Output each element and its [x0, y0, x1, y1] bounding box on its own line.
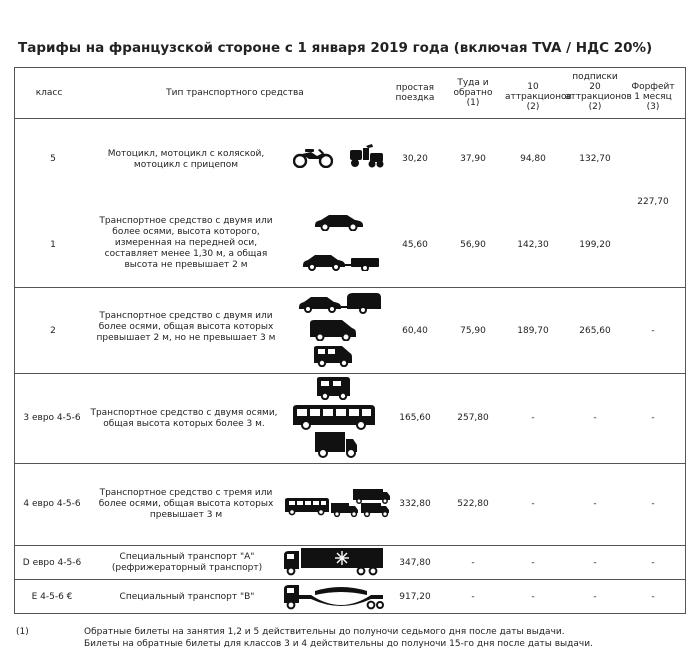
header-vehicle-type: Тип транспортного средства	[166, 88, 304, 98]
return-trip-price: 257,80	[457, 413, 489, 423]
return-trip-price: 75,90	[460, 326, 486, 336]
camper-icon	[315, 376, 353, 400]
single-trip-price: 45,60	[402, 240, 428, 250]
row-description: Транспортное средство с тремя или более осями, общая высота которых превышает 3 м	[98, 488, 274, 520]
twenty-trips-price: -	[593, 592, 597, 602]
row-description: Транспортное средство с двумя осями, общая высота которых более 3 м.	[90, 408, 278, 429]
forfeit-price: -	[651, 499, 655, 509]
footnote-line: Обратные билеты на занятия 1,2 и 5 действительны до полуночи седьмого дня после даты выдачи.	[84, 627, 565, 637]
single-trip-price: 332,80	[399, 499, 431, 509]
header-class: класс	[35, 88, 63, 98]
trike-sidecar-icon	[348, 144, 384, 168]
single-trip-price: 165,60	[399, 413, 431, 423]
row-class-cell: 1	[50, 240, 56, 250]
forfeit-price: -	[651, 413, 655, 423]
header-return-trip: Туда и обратно (1)	[453, 78, 493, 108]
return-trip-price: 522,80	[457, 499, 489, 509]
refrigerated-truck-icon	[281, 547, 385, 577]
ten-trips-price: 142,30	[517, 240, 549, 250]
row-class-cell: 4 евро 4-5-6	[23, 499, 81, 509]
twenty-trips-price: 199,20	[579, 240, 611, 250]
row-description: Мотоцикл, мотоцикл с коляской, мотоцикл с прицепом	[107, 149, 265, 170]
page-title: Тарифы на французской стороне с 1 января 2019 года (включая TVA / НДС 20%)	[18, 40, 653, 56]
forfeit-price: -	[651, 592, 655, 602]
ten-trips-price: 189,70	[517, 326, 549, 336]
row-description: Специальный транспорт "B"	[119, 592, 255, 602]
car-with-trailer-icon	[301, 253, 381, 271]
single-trip-price: 30,20	[402, 154, 428, 164]
header-subscriptions: подписки	[572, 72, 618, 82]
header-20-trips: 20 аттракционов (2)	[565, 82, 632, 112]
bus-and-trucks-icon	[283, 488, 391, 522]
row-divider	[15, 373, 685, 374]
row-description: Транспортное средство с двумя или более осями, общая высота которых превышает 2 м, но не превышает 3 м	[96, 311, 276, 343]
return-trip-price: -	[471, 592, 475, 602]
return-trip-price: 37,90	[460, 154, 486, 164]
forfeit-price: -	[651, 326, 655, 336]
single-trip-price: 917,20	[399, 592, 431, 602]
twenty-trips-price: -	[593, 558, 597, 568]
row-description: Транспортное средство с двумя или более осями, высота которого, измеренная на передней оси, составляет менее 1,30 м, а общая высота не превышает 2 м	[99, 216, 273, 270]
row-class-cell: 5	[50, 154, 56, 164]
twenty-trips-price: 265,60	[579, 326, 611, 336]
row-class-cell: E 4-5-6 €	[31, 592, 73, 602]
header-single-trip: простая поездка	[395, 83, 435, 103]
ten-trips-price: -	[531, 413, 535, 423]
header-forfeit: Форфейт 1 месяц (3)	[631, 82, 675, 112]
bus-icon	[291, 404, 377, 430]
single-trip-price: 347,80	[399, 558, 431, 568]
special-transport-truck-icon	[281, 581, 385, 613]
single-trip-price: 60,40	[402, 326, 428, 336]
ten-trips-price: -	[531, 499, 535, 509]
footnote-line: Билеты на обратные билеты для классов 3 и 4 действительны до полуночи 15-го дня после даты выдачи.	[84, 639, 593, 649]
header-divider	[15, 118, 685, 119]
car-icon	[313, 213, 365, 231]
truck-icon	[313, 431, 359, 459]
ten-trips-price: 94,80	[520, 154, 546, 164]
row-class-cell: 2	[50, 326, 56, 336]
row-class-cell: 3 евро 4-5-6	[23, 413, 81, 423]
minibus-icon	[312, 345, 354, 367]
header-10-trips: 10 аттракционов (2)	[505, 82, 572, 112]
twenty-trips-price: -	[593, 413, 597, 423]
twenty-trips-price: 132,70	[579, 154, 611, 164]
row-class-cell: D евро 4-5-6	[22, 558, 82, 568]
car-with-caravan-icon	[297, 292, 383, 314]
row-divider	[15, 463, 685, 464]
ten-trips-price: -	[531, 558, 535, 568]
row-divider	[15, 545, 685, 546]
motorcycle-icon	[293, 144, 333, 168]
van-icon	[308, 319, 358, 341]
ten-trips-price: -	[531, 592, 535, 602]
row-description: Специальный транспорт "A" (рефрижераторный транспорт)	[111, 552, 263, 573]
tariff-table	[14, 67, 686, 614]
row-divider	[15, 579, 685, 580]
footnote-marker: (1)	[16, 627, 29, 637]
twenty-trips-price: -	[593, 499, 597, 509]
return-trip-price: -	[471, 558, 475, 568]
return-trip-price: 56,90	[460, 240, 486, 250]
forfeit-price-shared: 227,70	[637, 197, 669, 207]
forfeit-price: -	[651, 558, 655, 568]
row-divider	[15, 287, 685, 288]
